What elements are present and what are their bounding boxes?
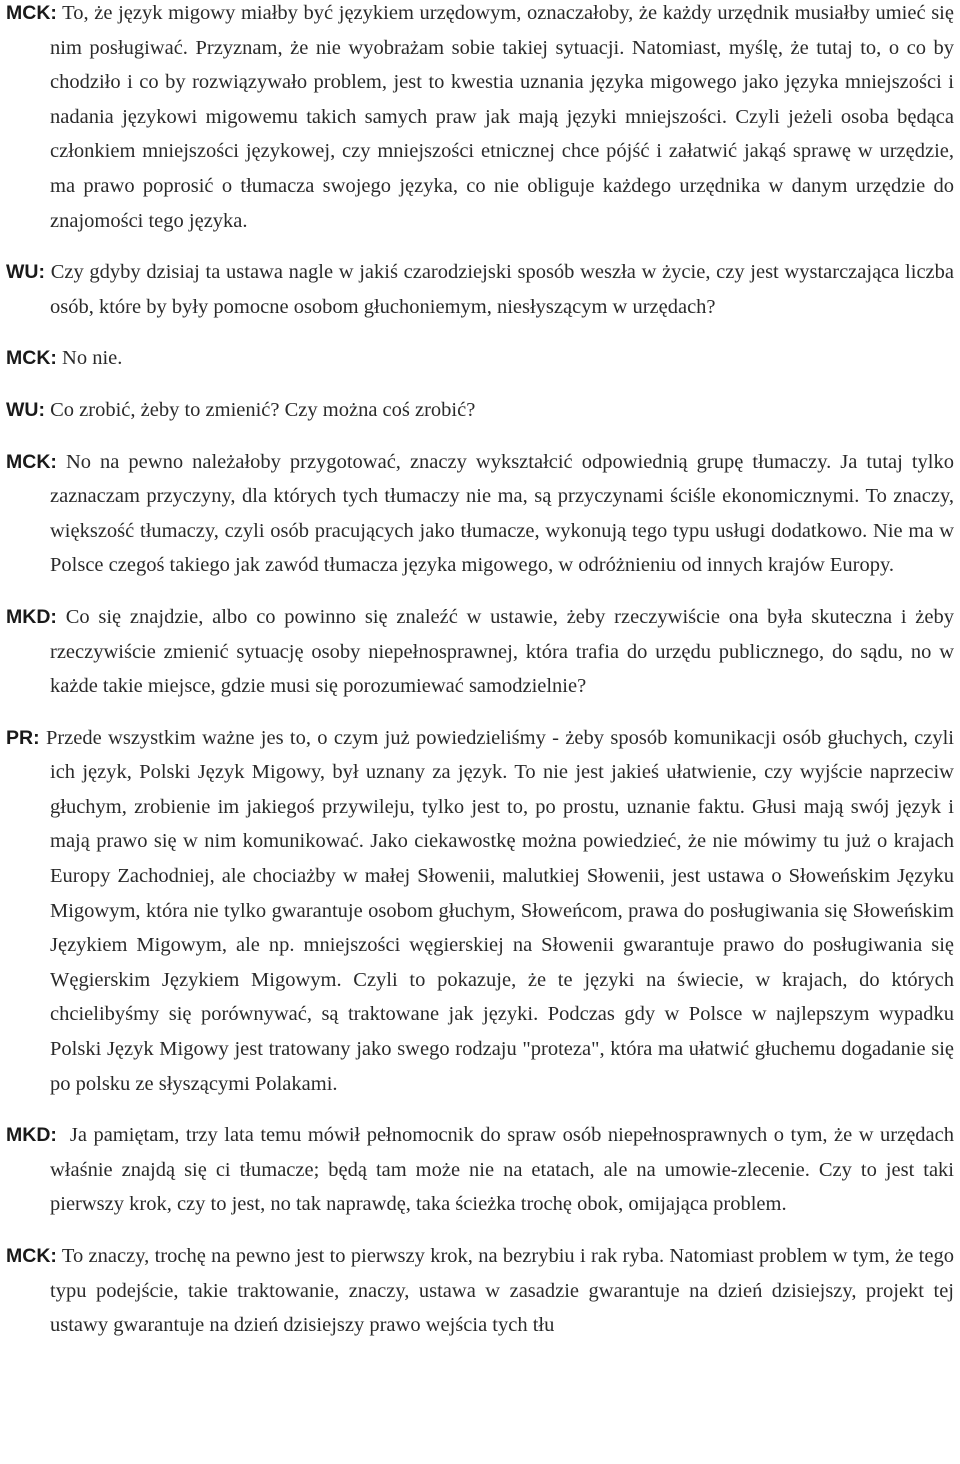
entry-text: Ja pamiętam, trzy lata temu mówił pełnomocnik do spraw osób niepełnosprawnych o tym, że w urzędach właśnie znajdą się ci tłumacze; będą tam może nie na etatach, ale na umowie-zlecenie. Czy to jest taki pierwszy krok, czy to jest, no tak naprawdę, taka ścieżka trochę obok, omijająca problem. <box>50 1124 954 1216</box>
speaker-label: WU: <box>6 261 45 284</box>
speaker-label: MCK: <box>6 450 57 473</box>
entry-text: Co zrobić, żeby to zmienić? Czy można coś zrobić? <box>50 398 476 421</box>
transcript-entry <box>6 1239 954 1343</box>
transcript-entry <box>6 255 954 324</box>
transcript-entry <box>6 600 954 704</box>
transcript-entry <box>6 445 954 583</box>
speaker-label: MKD: <box>6 605 57 628</box>
speaker-label: MKD: <box>6 1124 57 1147</box>
entry-text: No na pewno należałoby przygotować, znaczy wykształcić odpowiednią grupę tłumaczy. Ja tutaj tylko zaznaczam przyczyny, dla których tych tłumaczy nie ma, są przyczynami ściśle ekonomicznymi. To znaczy, większość tłumaczy, czyli osób pracujących jako tłumacze, wykonują tego typu usługi dodatkowo. Nie ma w Polsce czegoś takiego jak zawód tłumacza języka migowego, w odróżnieniu od innych krajów Europy. <box>50 450 955 577</box>
entry-text: Co się znajdzie, albo co powinno się znaleźć w ustawie, żeby rzeczywiście ona była skuteczna i żeby rzeczywiście zmienić sytuację osoby niepełnosprawnej, która trafia do urzędu publicznego, do sądu, no w każde takie miejsce, gdzie musi się porozumiewać samodzielnie? <box>50 605 954 698</box>
entry-text: Czy gdyby dzisiaj ta ustawa nagle w jakiś czarodziejski sposób weszła w życie, czy jest wystarczająca liczba osób, które by były pomocne osobom głuchoniemym, niesłyszącym w urzędach? <box>50 261 954 318</box>
transcript-entry <box>6 0 954 238</box>
entry-text: No nie. <box>62 347 123 370</box>
entry-text: To, że język migowy miałby być językiem urzędowym, oznaczałoby, że każdy urzędnik musiałby umieć się nim posługiwać. Przyznam, że nie wyobrażam sobie takiej sytuacji. Natomiast, myślę, że tutaj to, o co by chodziło i co by rozwiązywało problem, jest to kwestia uznania języka migowego jako języka mniejszości i nadania językowi migowemu takich samych praw jak mają języki mniejszości. Czyli jeżeli osoba będąca członkiem mniejszości językowej, czy mniejszości etnicznej chce pójść i załatwić jakąś sprawę w urzędzie, ma prawo poprosić o tłumacza swojego języka, co nie obliguje każdego urzędnika w danym urzędzie do znajomości tego języka. <box>50 2 954 232</box>
speaker-label: PR: <box>6 726 40 749</box>
speaker-label: MCK: <box>6 2 57 24</box>
entry-text: Przede wszystkim ważne jes to, o czym już powiedzieliśmy - żeby sposób komunikacji osób głuchych, czyli ich język, Polski Język Migowy, był uznany za język. To nie jest jakieś ułatwienie, czy wyjście naprzeciw głuchym, zrobienie im jakiegoś przywileju, tylko jest to, po prostu, uznanie faktu. Głusi mają swój język i mają prawo się w nim komunikować. Jako ciekawostkę można powiedzieć, że nie mówimy tu już o krajach Europy Zachodniej, ale chociażby w małej Słowenii, malutkiej Słowenii, jest ustawa o Słoweńskim Języku Migowym, która nie tylko gwarantuje osobom głuchym, Słoweńcom, prawa do posługiwania się Słoweńskim Językiem Migowym, ale np. mniejszości węgierskiej na Słowenii gwarantuje prawo do posługiwania się Węgierskim Językiem Migowym. Czyli to pokazuje, że te języki na świecie, w krajach, do których chcielibyśmy się porównywać, są traktowane jak języki. Podczas gdy w Polsce w najlepszym wypadku Polski Język Migowy jest tratowany jako swego rodzaju "proteza", która ma ułatwić głuchemu dogadanie się po polsku ze słyszącymi Polakami. <box>45 726 955 1095</box>
speaker-label: MCK: <box>6 1245 57 1267</box>
transcript-entry <box>6 721 954 1102</box>
transcript-entry <box>6 341 954 376</box>
entry-text: To znaczy, trochę na pewno jest to pierwszy krok, na bezrybiu i rak ryba. Natomiast problem w tym, że tego typu podejście, takie traktowanie, znaczy, ustawa w zasadzie gwarantuje na dzień dzisiejszy, projekt tej ustawy gwarantuje na dzień dzisiejszy prawo wejścia tych tłu <box>50 1245 954 1337</box>
speaker-label: MCK: <box>6 347 57 370</box>
transcript-entry <box>6 393 954 428</box>
speaker-label: WU: <box>6 398 45 421</box>
transcript-entry <box>6 1118 954 1222</box>
